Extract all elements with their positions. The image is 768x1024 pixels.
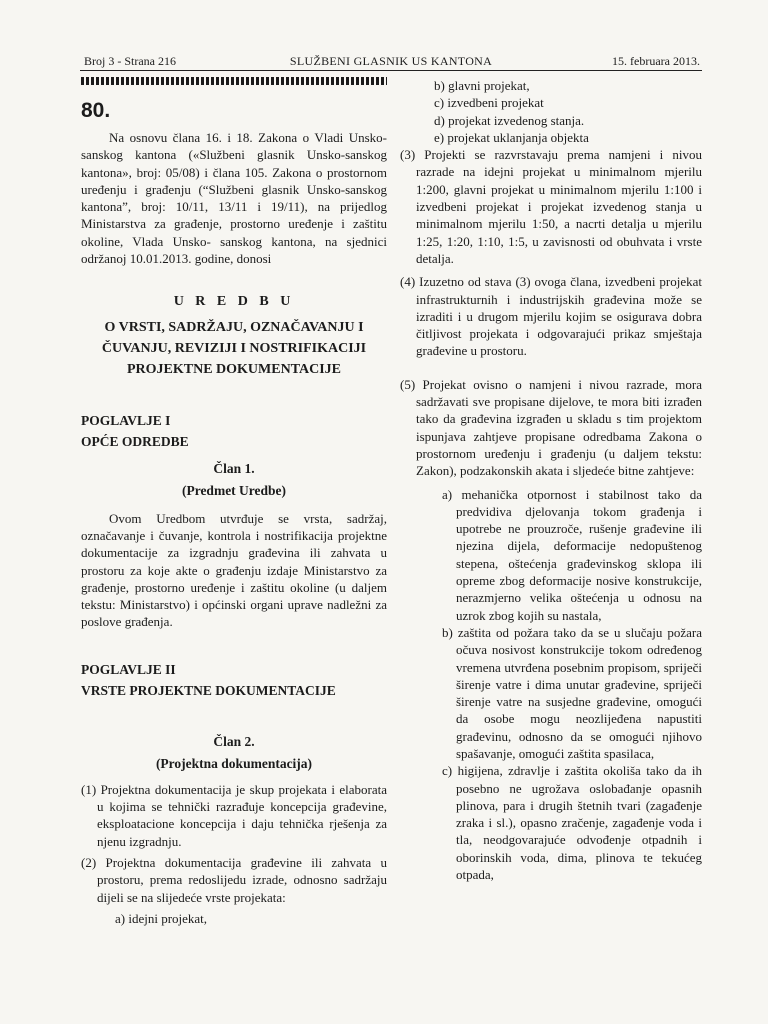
- article-1-subheading: (Predmet Uredbe): [181, 482, 287, 498]
- publication-title: SLUŽBENI GLASNIK US KANTONA: [289, 54, 493, 68]
- preamble: Na osnovu člana 16. i 18. Zakona o Vladi Unsko-sanskog kantona («Službeni glasnik Unsko-sanskog kantona», broj: 05/08) i člana 105. Zakona o prostornom uređenju i građenju (“Službeni glasnik Unsko-sanskog kantona”, broj: 10/11, 13/11 i 19/11), na prijedlog Ministarstva za građenje, prostorno uređenje i zaštitu okoline, Vlada Unsko- sanskog kantona, na sjednici održanoj 10.01.2013. godine, donosi: [81, 130, 387, 267]
- decree-number: 80.: [81, 99, 111, 122]
- article-2-paragraph-2: (2) Projektna dokumentacija građevine ili zahvata u prostoru, prema redoslijedu izrade, odnosno sadržaju dijeli se na slijedeće vrste projekata:: [81, 854, 387, 905]
- article-2-subheading: (Projektna dokumentacija): [155, 755, 313, 771]
- chapter-1-label: POGLAVLJE I: [81, 412, 171, 428]
- issue-date: 15. februara 2013.: [612, 54, 700, 68]
- issue-number: Broj 3 - Strana 216: [84, 54, 176, 68]
- article-2-paragraph-5: (5) Projekat ovisno o namjeni i nivou razrade, mora sadržavati sve propisane dijelove, te mora biti izrađen tako da građevina izgrađen u skladu s tim projektom ispunjava zahtjeve propisane odredbama Zakona o prostornom uređenju i građenju (u daljem tekstu: Zakon), podzakonskih akata i sljedeće bitne zahtjeve:: [400, 376, 702, 479]
- article-1-text: Ovom Uredbom utvrđuje se vrsta, sadržaj, označavanje i čuvanje, kontrola i nostrifikacija projektne dokumentacije za izgradnju građevina ili zahvata u prostoru za koje akte o građenju izdaje Ministarstvo za građenje, prostorno uređenje i zaštitu okoline (u daljem tekstu: Ministarstvo) i općinski organi uprave nadležni za poslove građenja.: [81, 510, 387, 630]
- list-item-a: a) idejni projekat,: [115, 910, 208, 926]
- chapter-1-title: OPĆE ODREDBE: [81, 433, 189, 449]
- requirement-a: a) mehanička otpornost i stabilnost tako da predvidiva djelovanja tokom građenja i upotrebe ne prouzroče, rušenje građevine ili njezina dijela, deformacije nedopuštenog stepena, oštećenja građevinskog sklopa ili opreme zbog deformacije nosive konstrukcije, nerazmjerno velika oštećenja u odnosu na uzrok zbog kojih su nastala,: [442, 486, 702, 623]
- requirement-c: c) higijena, zdravlje i zaštita okoliša tako da ih posebno ne ugrožava oslobađanje opasnih plinova, para i drugih štetnih tvari (zagađenje zraka i sl.), opasno zračenje, zagađenje voda i tla, neodgovarajuće odvođenje otpadnih i oborinskih voda, dima, plinova te tekućeg otpada,: [442, 763, 702, 883]
- requirement-b: b) zaštita od požara tako da se u slučaju požara očuva nosivost konstrukcije tokom određenog vremena utvrđena posebnim propisom, spriječi širenje vatre i dima unutar građevine, spriječi širenje vatre na susjedne građevine, omogući da osobe mogu neozlijeđena napustiti građevinu, odnosno da se omogući njihovo spašavanje, omogući zaštita spasilaca,: [442, 624, 702, 761]
- decree-subtitle: O VRSTI, SADRŽAJU, OZNAČAVANJU I ČUVANJU, REVIZIJI I NOSTRIFIKACIJI PROJEKTNE DOKUMENTACIJE: [101, 319, 367, 377]
- list-item-e: e) projekat uklanjanja objekta: [434, 129, 589, 145]
- chapter-2-label: POGLAVLJE II: [81, 661, 176, 677]
- list-item-d: d) projekat izvedenog stanja.: [434, 112, 585, 128]
- right-column: [400, 77, 702, 883]
- article-2-heading: Član 2.: [213, 733, 255, 749]
- left-column: [81, 77, 387, 927]
- article-2-paragraph-3: (3) Projekti se razvrstavaju prema namjeni i nivou razrade na idejni projekat u minimalnom mjerilu 1:200, glavni projekat u minimalnom mjerilu 1:100 i izvedbeni projekat i projekat izvedenog stanja u minimalnom mjerilu 1:50, a nacrti detalja u mjerilu 1:25, 1:20, 1:10, 1:5, u zavisnosti od obuhvata i vrste detalja.: [400, 147, 702, 266]
- article-2-paragraph-4: (4) Izuzetno od stava (3) ovoga člana, izvedbeni projekat infrastrukturnih i industrijskih građevina može se izraditi i u drugom mjerilu kojim se osigurava dobra čitljivost projekata i odgovarajući prikaz smještaja građevine u prostoru.: [400, 274, 702, 359]
- decorative-rule: [81, 77, 387, 85]
- list-item-b: b) glavni projekat,: [434, 78, 530, 93]
- chapter-2-title: VRSTE PROJEKTNE DOKUMENTACIJE: [81, 682, 336, 698]
- list-item-c: c) izvedbeni projekat: [434, 95, 544, 111]
- article-1-heading: Član 1.: [213, 460, 255, 476]
- page-header: [80, 54, 702, 71]
- article-2-paragraph-1: (1) Projektna dokumentacija je skup projekata i elaborata u kojima se tehnički razrađuje koncepcija građevine, eksploatacione koncepcija i daju tehnička rješenja za njenu izgradnju.: [81, 781, 387, 849]
- decree-title: U R E D B U: [173, 294, 295, 310]
